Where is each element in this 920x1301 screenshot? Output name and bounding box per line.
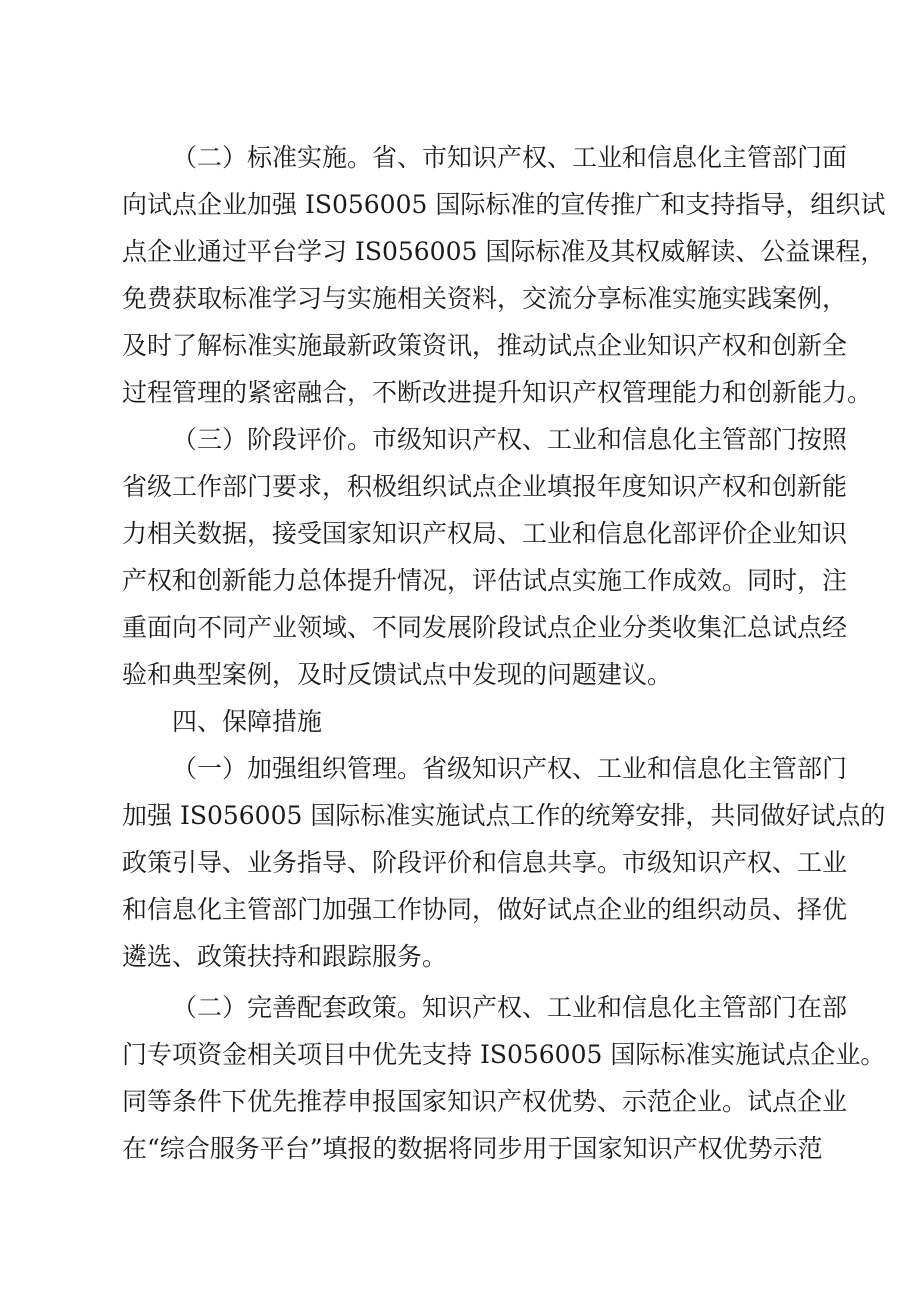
paragraph-line: 向试点企业加强 IS056005 国际标准的宣传推广和支持指导，组织试	[122, 190, 886, 219]
paragraph-line: 和信息化主管部门加强工作协同，做好试点企业的组织动员、择优	[122, 895, 848, 924]
paragraph-line: 验和典型案例，及时反馈试点中发现的问题建议。	[122, 660, 673, 689]
paragraph-line: 免费获取标准学习与实施相关资料，交流分享标准实施实践案例，	[122, 284, 848, 313]
paragraph-line: （二）完善配套政策。知识产权、工业和信息化主管部门在部	[172, 993, 848, 1022]
paragraph-line: 点企业通过平台学习 IS056005 国际标准及其权威解读、公益课程，	[122, 237, 886, 266]
paragraph-line: 在“综合服务平台”填报的数据将同步用于国家知识产权优势示范	[122, 1134, 823, 1163]
paragraph-line: （二）标准实施。省、市知识产权、工业和信息化主管部门面	[172, 143, 848, 172]
paragraph-line: 及时了解标准实施最新政策资讯，推动试点企业知识产权和创新全	[122, 331, 848, 360]
paragraph-line: 同等条件下优先推荐申报国家知识产权优势、示范企业。试点企业	[122, 1087, 848, 1116]
paragraph-line: 过程管理的紧密融合，不断改进提升知识产权管理能力和创新能力。	[122, 378, 873, 407]
paragraph-line: 产权和创新能力总体提升情况，评估试点实施工作成效。同时，注	[122, 566, 848, 595]
paragraph-line: （一）加强组织管理。省级知识产权、工业和信息化主管部门	[172, 754, 848, 783]
paragraph-line: 政策引导、业务指导、阶段评价和信息共享。市级知识产权、工业	[122, 848, 848, 877]
paragraph-line: 加强 IS056005 国际标准实施试点工作的统筹安排，共同做好试点的	[122, 801, 886, 830]
paragraph-line: 力相关数据，接受国家知识产权局、工业和信息化部评价企业知识	[122, 519, 848, 548]
paragraph-line: （三）阶段评价。市级知识产权、工业和信息化主管部门按照	[172, 425, 848, 454]
paragraph-line: 门专项资金相关项目中优先支持 IS056005 国际标准实施试点企业。	[122, 1040, 886, 1069]
paragraph-line: 重面向不同产业领域、不同发展阶段试点企业分类收集汇总试点经	[122, 613, 848, 642]
section-heading: 四、保障措施	[172, 707, 323, 736]
paragraph-line: 省级工作部门要求，积极组织试点企业填报年度知识产权和创新能	[122, 472, 848, 501]
paragraph-line: 遴选、政策扶持和跟踪服务。	[122, 942, 448, 971]
